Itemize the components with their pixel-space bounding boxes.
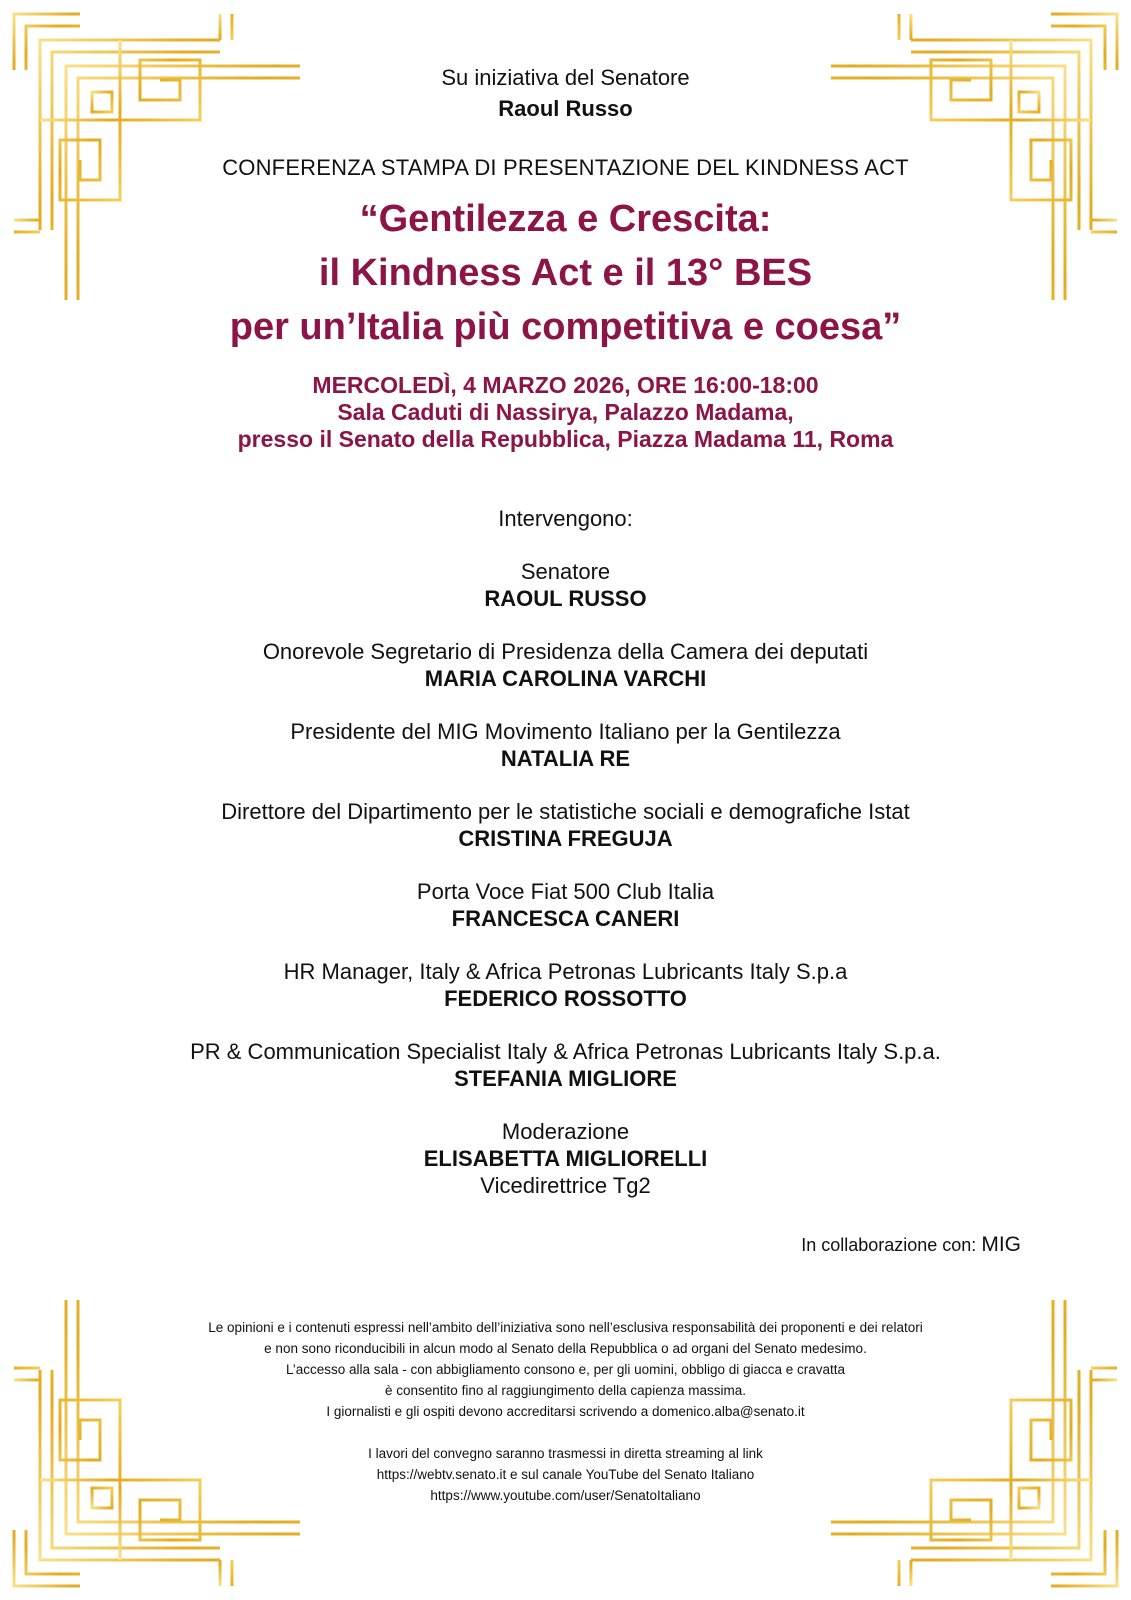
speakers-heading: Intervengono: [498, 506, 633, 531]
speaker-item [0, 1038, 1131, 1092]
moderator-name: ELISABETTA MIGLIORELLI [423, 1146, 708, 1171]
title-line: “Gentilezza e Crescita: [359, 198, 772, 240]
speaker-name: CRISTINA FREGUJA [458, 826, 673, 851]
speaker-role: Porta Voce Fiat 500 Club Italia [416, 879, 715, 904]
disclaimer [0, 1317, 1131, 1422]
speaker-name: MARIA CAROLINA VARCHI [424, 666, 707, 691]
speaker-item [0, 718, 1131, 772]
speaker-item [0, 958, 1131, 1012]
collaboration-partner: MIG [981, 1233, 1021, 1256]
speaker-role: PR & Communication Specialist Italy & Africa Petronas Lubricants Italy S.p.a. [190, 1039, 941, 1064]
speaker-role: Senatore [520, 559, 611, 584]
moderator-role: Vicedirettrice Tg2 [480, 1173, 651, 1198]
speaker-name: FEDERICO ROSSOTTO [444, 986, 687, 1011]
disclaimer-line: è consentito fino al raggiungimento della capienza massima. [385, 1383, 746, 1398]
streaming-link[interactable]: https://webtv.senato.it e sul canale YouTube del Senato Italiano [376, 1467, 755, 1482]
moderation-item [0, 1118, 1131, 1199]
moderation-label: Moderazione [501, 1119, 630, 1144]
speakers-section [0, 505, 1131, 1225]
streaming-info [0, 1443, 1131, 1506]
conference-subtitle: CONFERENZA STAMPA DI PRESENTAZIONE DEL KINDNESS ACT [222, 155, 909, 180]
title-line: il Kindness Act e il 13° BES [318, 252, 813, 294]
title-line: per un’Italia più competitiva e coesa” [229, 306, 902, 348]
disclaimer-line: e non sono riconducibili in alcun modo al Senato della Repubblica o ad organi del Senato medesimo. [264, 1341, 867, 1356]
speaker-item [0, 638, 1131, 692]
streaming-line: I lavori del convegno saranno trasmessi in diretta streaming al link [368, 1446, 763, 1461]
event-date: MERCOLEDÌ, 4 MARZO 2026, ORE 16:00-18:00 [312, 372, 819, 398]
speaker-role: Presidente del MIG Movimento Italiano per la Gentilezza [290, 719, 841, 744]
speaker-name: STEFANIA MIGLIORE [454, 1066, 677, 1091]
speaker-role: Onorevole Segretario di Presidenza della Camera dei deputati [262, 639, 869, 664]
collaboration-note [801, 1233, 1021, 1257]
disclaimer-line: L’accesso alla sala - con abbigliamento consono e, per gli uomini, obbligo di giacca e cravatta [285, 1362, 846, 1377]
intro [0, 62, 1131, 124]
collaboration-label: In collaborazione con: [801, 1235, 977, 1255]
speaker-role: HR Manager, Italy & Africa Petronas Lubricants Italy S.p.a [283, 959, 848, 984]
event-venue: Sala Caduti di Nassirya, Palazzo Madama, [337, 399, 794, 425]
event-details [0, 372, 1131, 453]
speaker-name: NATALIA RE [500, 746, 631, 771]
speaker-role: Direttore del Dipartimento per le statistiche sociali e demografiche Istat [221, 799, 910, 824]
speaker-item [0, 798, 1131, 852]
event-address: presso il Senato della Repubblica, Piazza Madama 11, Roma [237, 426, 894, 452]
disclaimer-line: I giornalisti e gli ospiti devono accreditarsi scrivendo a domenico.alba@senato.it [326, 1404, 805, 1419]
speaker-name: RAOUL RUSSO [484, 586, 647, 611]
speaker-name: FRANCESCA CANERI [451, 906, 680, 931]
intro-line: Su iniziativa del Senatore [441, 65, 690, 90]
intro-senator-name: Raoul Russo [498, 96, 633, 121]
disclaimer-line: Le opinioni e i contenuti espressi nell’ambito dell’iniziativa sono nell’esclusiva responsabilità dei proponenti e dei relatori [208, 1320, 923, 1335]
speaker-item [0, 558, 1131, 612]
event-title [0, 192, 1131, 354]
streaming-link[interactable]: https://www.youtube.com/user/SenatoItaliano [430, 1488, 701, 1503]
speaker-item [0, 878, 1131, 932]
